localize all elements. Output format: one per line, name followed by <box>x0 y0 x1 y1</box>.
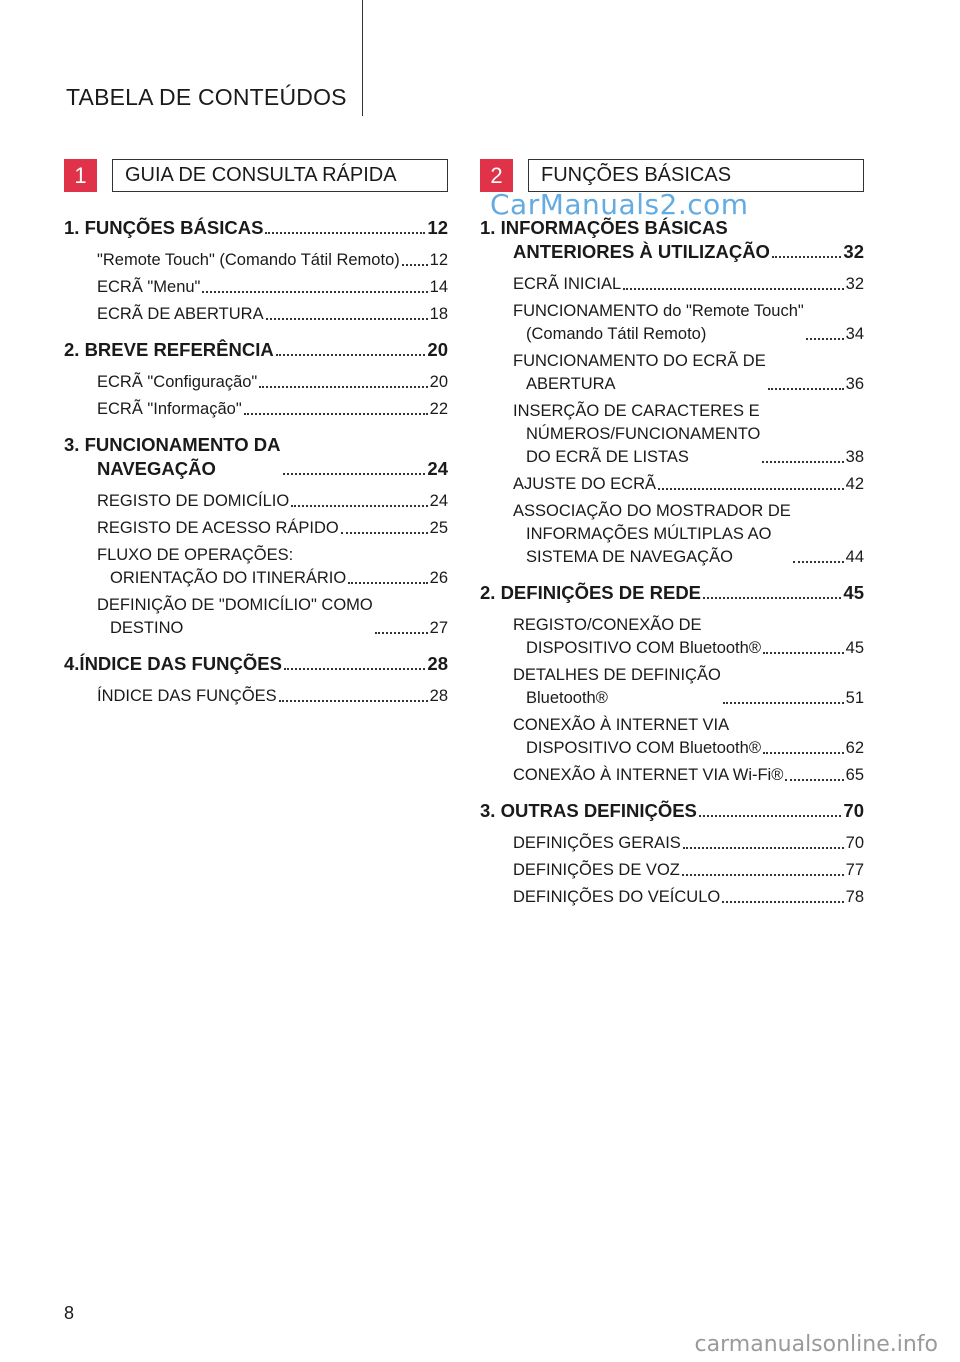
toc-entry-item <box>513 273 864 296</box>
toc-entry-page: 44 <box>845 548 864 566</box>
toc-entry-item <box>97 303 448 326</box>
toc-entry-text: REGISTO/CONEXÃO DE DISPOSITIVO COM Bluetooth® <box>513 616 761 657</box>
toc-entry-page: 24 <box>427 458 448 479</box>
toc-entry-chapter <box>64 652 448 676</box>
section-2-number: 2 <box>480 159 513 192</box>
toc-entry-text: INSERÇÃO DE CARACTERES E NÚMEROS/FUNCIONAMENTO DO ECRÃ DE LISTAS <box>513 402 761 466</box>
toc-entry-text: REGISTO DE ACESSO RÁPIDO <box>97 519 339 537</box>
dot-leader <box>762 461 843 463</box>
toc-entry-text: 3. FUNCIONAMENTO DA NAVEGAÇÃO <box>64 434 281 479</box>
dot-leader <box>722 901 843 903</box>
section-2-entries <box>480 216 864 909</box>
toc-entry-item <box>513 350 864 396</box>
toc-entry-chapter <box>480 216 864 264</box>
dot-leader <box>202 291 427 293</box>
toc-entry-item <box>97 276 448 299</box>
dot-leader <box>682 874 844 876</box>
dot-leader <box>276 354 426 356</box>
toc-entry-page: 32 <box>843 241 864 262</box>
toc-entry-page: 22 <box>429 400 448 418</box>
toc-entry-page: 14 <box>429 278 448 296</box>
toc-entry-text: ECRÃ DE ABERTURA <box>97 305 264 323</box>
dot-leader <box>291 505 427 507</box>
toc-entry-text: ECRÃ "Menu" <box>97 278 201 296</box>
toc-entry-item <box>97 490 448 513</box>
section-1-number: 1 <box>64 159 97 192</box>
toc-entry-page: 70 <box>843 800 864 821</box>
section-2-column <box>480 159 864 909</box>
toc-entry-text: "Remote Touch" (Comando Tátil Remoto) <box>97 251 400 269</box>
dot-leader <box>284 668 426 670</box>
dot-leader <box>283 473 426 475</box>
watermark-carmanualsonline: carmanualsonline.info <box>694 1332 938 1357</box>
toc-entry-text: 1. FUNÇÕES BÁSICAS <box>64 217 264 238</box>
toc-entry-text: FLUXO DE OPERAÇÕES: ORIENTAÇÃO DO ITINERÁRIO <box>97 546 347 587</box>
section-1-column <box>64 159 448 708</box>
toc-entry-item <box>97 594 448 640</box>
toc-entry-page: 70 <box>845 834 864 852</box>
toc-entry-text: 1. INFORMAÇÕES BÁSICAS ANTERIORES À UTILIZAÇÃO <box>480 217 770 262</box>
page-header-title: TABELA DE CONTEÚDOS <box>66 84 347 110</box>
toc-entry-chapter <box>64 433 448 481</box>
dot-leader <box>266 318 428 320</box>
toc-entry-page: 20 <box>427 339 448 360</box>
toc-entry-item <box>97 398 448 421</box>
toc-entry-text: CONEXÃO À INTERNET VIA Wi-Fi® <box>513 766 784 784</box>
toc-entry-text: 3. OUTRAS DEFINIÇÕES <box>480 800 697 821</box>
toc-entry-page: 27 <box>429 619 448 637</box>
toc-entry-item <box>97 371 448 394</box>
toc-entry-page: 77 <box>845 861 864 879</box>
dot-leader <box>763 752 844 754</box>
toc-entry-page: 34 <box>845 325 864 343</box>
dot-leader <box>341 532 428 534</box>
toc-entry-item <box>97 685 448 708</box>
toc-entry-text: ECRÃ "Configuração" <box>97 373 258 391</box>
toc-entry-chapter <box>64 338 448 362</box>
page-number: 8 <box>64 1303 75 1323</box>
toc-entry-item <box>513 500 864 569</box>
section-1-entries <box>64 216 448 708</box>
toc-entry-page: 42 <box>845 475 864 493</box>
watermark-carmanuals2: CarManuals2.com <box>490 188 749 221</box>
dot-leader <box>763 652 844 654</box>
toc-entry-text: DEFINIÇÃO DE "DOMICÍLIO" COMO DESTINO <box>97 596 373 637</box>
dot-leader <box>658 488 844 490</box>
toc-entry-page: 28 <box>429 687 448 705</box>
toc-entry-text: DETALHES DE DEFINIÇÃO Bluetooth® <box>513 666 721 707</box>
dot-leader <box>244 413 428 415</box>
toc-entry-item <box>513 400 864 469</box>
toc-entry-item <box>513 764 864 787</box>
toc-entry-item <box>97 544 448 590</box>
toc-entry-chapter <box>480 799 864 823</box>
toc-entry-item <box>513 300 864 346</box>
toc-entry-text: 4.ÍNDICE DAS FUNÇÕES <box>64 653 282 674</box>
toc-entry-page: 28 <box>427 653 448 674</box>
toc-entry-text: ASSOCIAÇÃO DO MOSTRADOR DE INFORMAÇÕES MÚLTIPLAS AO SISTEMA DE NAVEGAÇÃO <box>513 502 791 566</box>
toc-entry-item <box>513 832 864 855</box>
dot-leader <box>703 597 841 599</box>
toc-entry-page: 32 <box>845 275 864 293</box>
toc-entry-text: FUNCIONAMENTO do "Remote Touch" (Comando Tátil Remoto) <box>513 302 804 343</box>
toc-entry-item <box>97 517 448 540</box>
toc-entry-text: AJUSTE DO ECRÃ <box>513 475 657 493</box>
toc-entry-text: DEFINIÇÕES DO VEÍCULO <box>513 888 721 906</box>
dot-leader <box>768 388 844 390</box>
toc-entry-text: ECRÃ INICIAL <box>513 275 622 293</box>
dot-leader <box>785 779 843 781</box>
section-1-title: GUIA DE CONSULTA RÁPIDA <box>112 159 448 192</box>
dot-leader <box>259 386 427 388</box>
toc-entry-text: 2. DEFINIÇÕES DE REDE <box>480 582 702 603</box>
toc-entry-page: 45 <box>845 639 864 657</box>
toc-entry-text: ÍNDICE DAS FUNÇÕES <box>97 687 277 705</box>
toc-entry-item <box>513 859 864 882</box>
dot-leader <box>723 702 844 704</box>
toc-entry-text: DEFINIÇÕES GERAIS <box>513 834 681 852</box>
dot-leader <box>699 815 842 817</box>
toc-entry-text: FUNCIONAMENTO DO ECRÃ DE ABERTURA <box>513 352 766 393</box>
dot-leader <box>348 582 427 584</box>
dot-leader <box>279 700 428 702</box>
dot-leader <box>265 232 425 234</box>
dot-leader <box>375 632 428 634</box>
toc-entry-page: 12 <box>427 217 448 238</box>
section-1-header <box>64 159 448 192</box>
toc-entry-item <box>97 249 448 272</box>
toc-entry-page: 45 <box>843 582 864 603</box>
toc-entry-item <box>513 473 864 496</box>
toc-entry-text: ECRÃ "Informação" <box>97 400 242 418</box>
toc-entry-page: 18 <box>429 305 448 323</box>
toc-entry-page: 36 <box>845 375 864 393</box>
toc-entry-page: 24 <box>429 492 448 510</box>
header-divider <box>362 0 363 116</box>
toc-entry-item <box>513 886 864 909</box>
dot-leader <box>623 288 843 290</box>
toc-entry-page: 20 <box>429 373 448 391</box>
toc-entry-item <box>513 714 864 760</box>
toc-entry-page: 62 <box>845 739 864 757</box>
toc-entry-chapter <box>64 216 448 240</box>
dot-leader <box>772 256 841 258</box>
toc-entry-text: CONEXÃO À INTERNET VIA DISPOSITIVO COM Bluetooth® <box>513 716 761 757</box>
toc-entry-page: 51 <box>845 689 864 707</box>
toc-entry-text: DEFINIÇÕES DE VOZ <box>513 861 680 879</box>
toc-entry-page: 26 <box>429 569 448 587</box>
toc-entry-page: 78 <box>845 888 864 906</box>
dot-leader <box>793 561 844 563</box>
dot-leader <box>806 338 844 340</box>
toc-entry-page: 12 <box>429 251 448 269</box>
toc-entry-page: 65 <box>845 766 864 784</box>
section-2-title: FUNÇÕES BÁSICAS <box>528 159 864 192</box>
dot-leader <box>683 847 844 849</box>
toc-entry-chapter <box>480 581 864 605</box>
toc-entry-item <box>513 614 864 660</box>
toc-entry-item <box>513 664 864 710</box>
toc-entry-page: 25 <box>429 519 448 537</box>
toc-entry-page: 38 <box>845 448 864 466</box>
dot-leader <box>402 264 428 266</box>
toc-entry-text: REGISTO DE DOMICÍLIO <box>97 492 290 510</box>
toc-entry-text: 2. BREVE REFERÊNCIA <box>64 339 274 360</box>
